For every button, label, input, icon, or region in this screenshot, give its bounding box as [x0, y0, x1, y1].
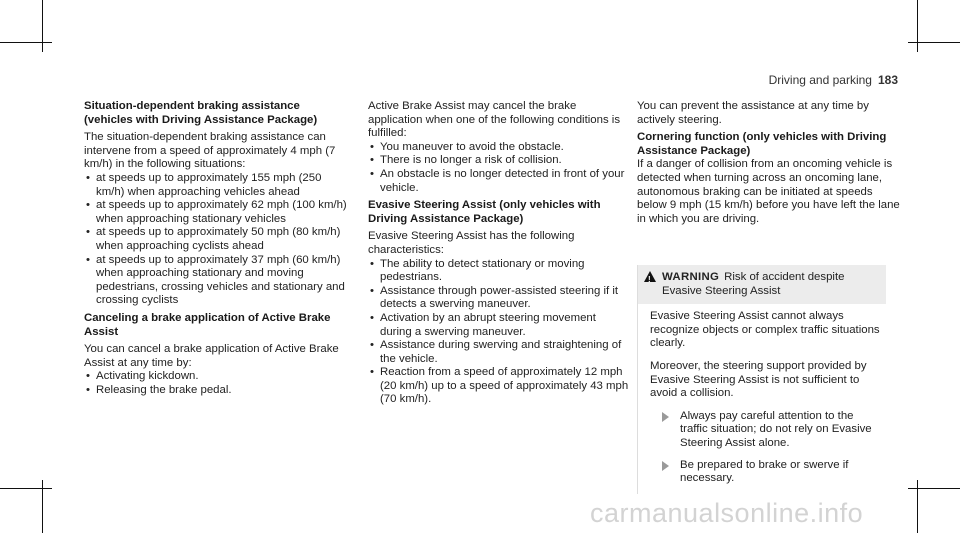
list-item: • at speeds up to approximately 155 mph (250 km/h) when approaching vehicles ahead	[84, 172, 350, 199]
list-item: • There is no longer a risk of collision.	[368, 154, 630, 168]
list-item: • You maneuver to avoid the obstacle.	[368, 141, 630, 155]
crop-mark	[42, 0, 43, 52]
list-item: • Assistance during swerving and straightening of the vehicle.	[368, 339, 630, 366]
column-2	[368, 100, 630, 407]
list-item: • Reaction from a speed of approximately 12 mph (20 km/h) up to a speed of approximately 43 mph (70 km/h).	[368, 366, 630, 407]
crop-mark	[42, 480, 43, 533]
bullet-list	[84, 172, 350, 308]
bullet-list	[368, 141, 630, 195]
bullet-list	[84, 370, 350, 397]
warning-label: WARNING	[662, 271, 720, 283]
paragraph: You can cancel a brake application of Active Brake Assist at any time by:	[84, 343, 339, 369]
paragraph: Active Brake Assist may cancel the brake application when one of the following conditions is fulfilled:	[368, 100, 621, 140]
action-text: Always pay careful attention to the traffic situation; do not rely on Evasive Steering Assist alone.	[680, 409, 872, 449]
crop-mark	[908, 488, 960, 489]
list-item: • Assistance through power-assisted steering if it detects a swerving maneuver.	[368, 285, 630, 312]
heading-line: Situation-dependent braking assistance	[84, 100, 300, 112]
paragraph: Evasive Steering Assist has the following characteristics:	[368, 230, 575, 256]
list-item: • at speeds up to approximately 37 mph (60 km/h) when approaching stationary and moving pedestrians, crossing vehicles and stationary and crossing cyclists	[84, 254, 350, 308]
heading-situation-braking	[84, 100, 350, 127]
warning-body	[638, 304, 886, 486]
crop-mark	[908, 42, 960, 43]
warning-paragraph: Evasive Steering Assist cannot always recognize objects or complex traffic situations clearly.	[650, 310, 880, 350]
warning-triangle-icon	[644, 271, 656, 282]
action-step	[650, 410, 880, 451]
list-item: • Activation by an abrupt steering movement during a swerving maneuver.	[368, 312, 630, 339]
list-item: • Releasing the brake pedal.	[84, 384, 350, 398]
heading-cancel-brake: Canceling a brake application of Active Brake Assist	[84, 311, 331, 338]
page-number: 183	[877, 73, 898, 87]
list-item: • at speeds up to approximately 62 mph (100 km/h) when approaching stationary vehicles	[84, 199, 350, 226]
list-item: • at speeds up to approximately 50 mph (80 km/h) when approaching cyclists ahead	[84, 226, 350, 253]
heading-line: (vehicles with Driving Assistance Package)	[84, 113, 318, 126]
crop-mark	[917, 0, 918, 52]
list-item: • Activating kickdown.	[84, 370, 350, 384]
crop-mark	[0, 42, 52, 43]
column-3	[637, 100, 901, 226]
paragraph: If a danger of collision from an oncoming vehicle is detected when turning across an oncoming lane, autonomous braking can be initiated at speeds below 9 mph (15 km/h) before you have left the lane in which you are driving.	[637, 158, 900, 225]
arrow-right-icon	[662, 461, 669, 471]
column-1	[84, 100, 350, 397]
crop-mark	[917, 480, 918, 533]
warning-paragraph: Moreover, the steering support provided by Evasive Steering Assist is not sufficient to avoid a collision.	[650, 359, 867, 400]
list-item: • The ability to detect stationary or moving pedestrians.	[368, 258, 630, 285]
page-header	[742, 73, 898, 87]
warning-header	[638, 265, 886, 304]
arrow-right-icon	[662, 412, 669, 422]
action-text: Be prepared to brake or swerve if necessary.	[680, 458, 849, 485]
action-step	[650, 459, 880, 486]
heading-cornering-function: Cornering function (only vehicles with Driving Assistance Package)	[637, 131, 887, 157]
crop-mark	[0, 488, 52, 489]
warning-box	[637, 265, 886, 494]
section-title: Driving and parking	[768, 73, 872, 87]
bullet-list	[368, 258, 630, 408]
paragraph: You can prevent the assistance at any time by actively steering.	[637, 100, 869, 126]
heading-evasive-steering: Evasive Steering Assist (only vehicles with Driving Assistance Package)	[368, 199, 601, 225]
warning-title: Risk of accident despite Evasive Steering Assist	[662, 271, 845, 297]
list-item: • An obstacle is no longer detected in front of your vehicle.	[368, 168, 630, 195]
watermark: carmanualsonline.info	[590, 498, 864, 528]
paragraph: The situation-dependent braking assistance can intervene from a speed of approximately 4 mph (7 km/h) in the following situations:	[84, 131, 336, 171]
